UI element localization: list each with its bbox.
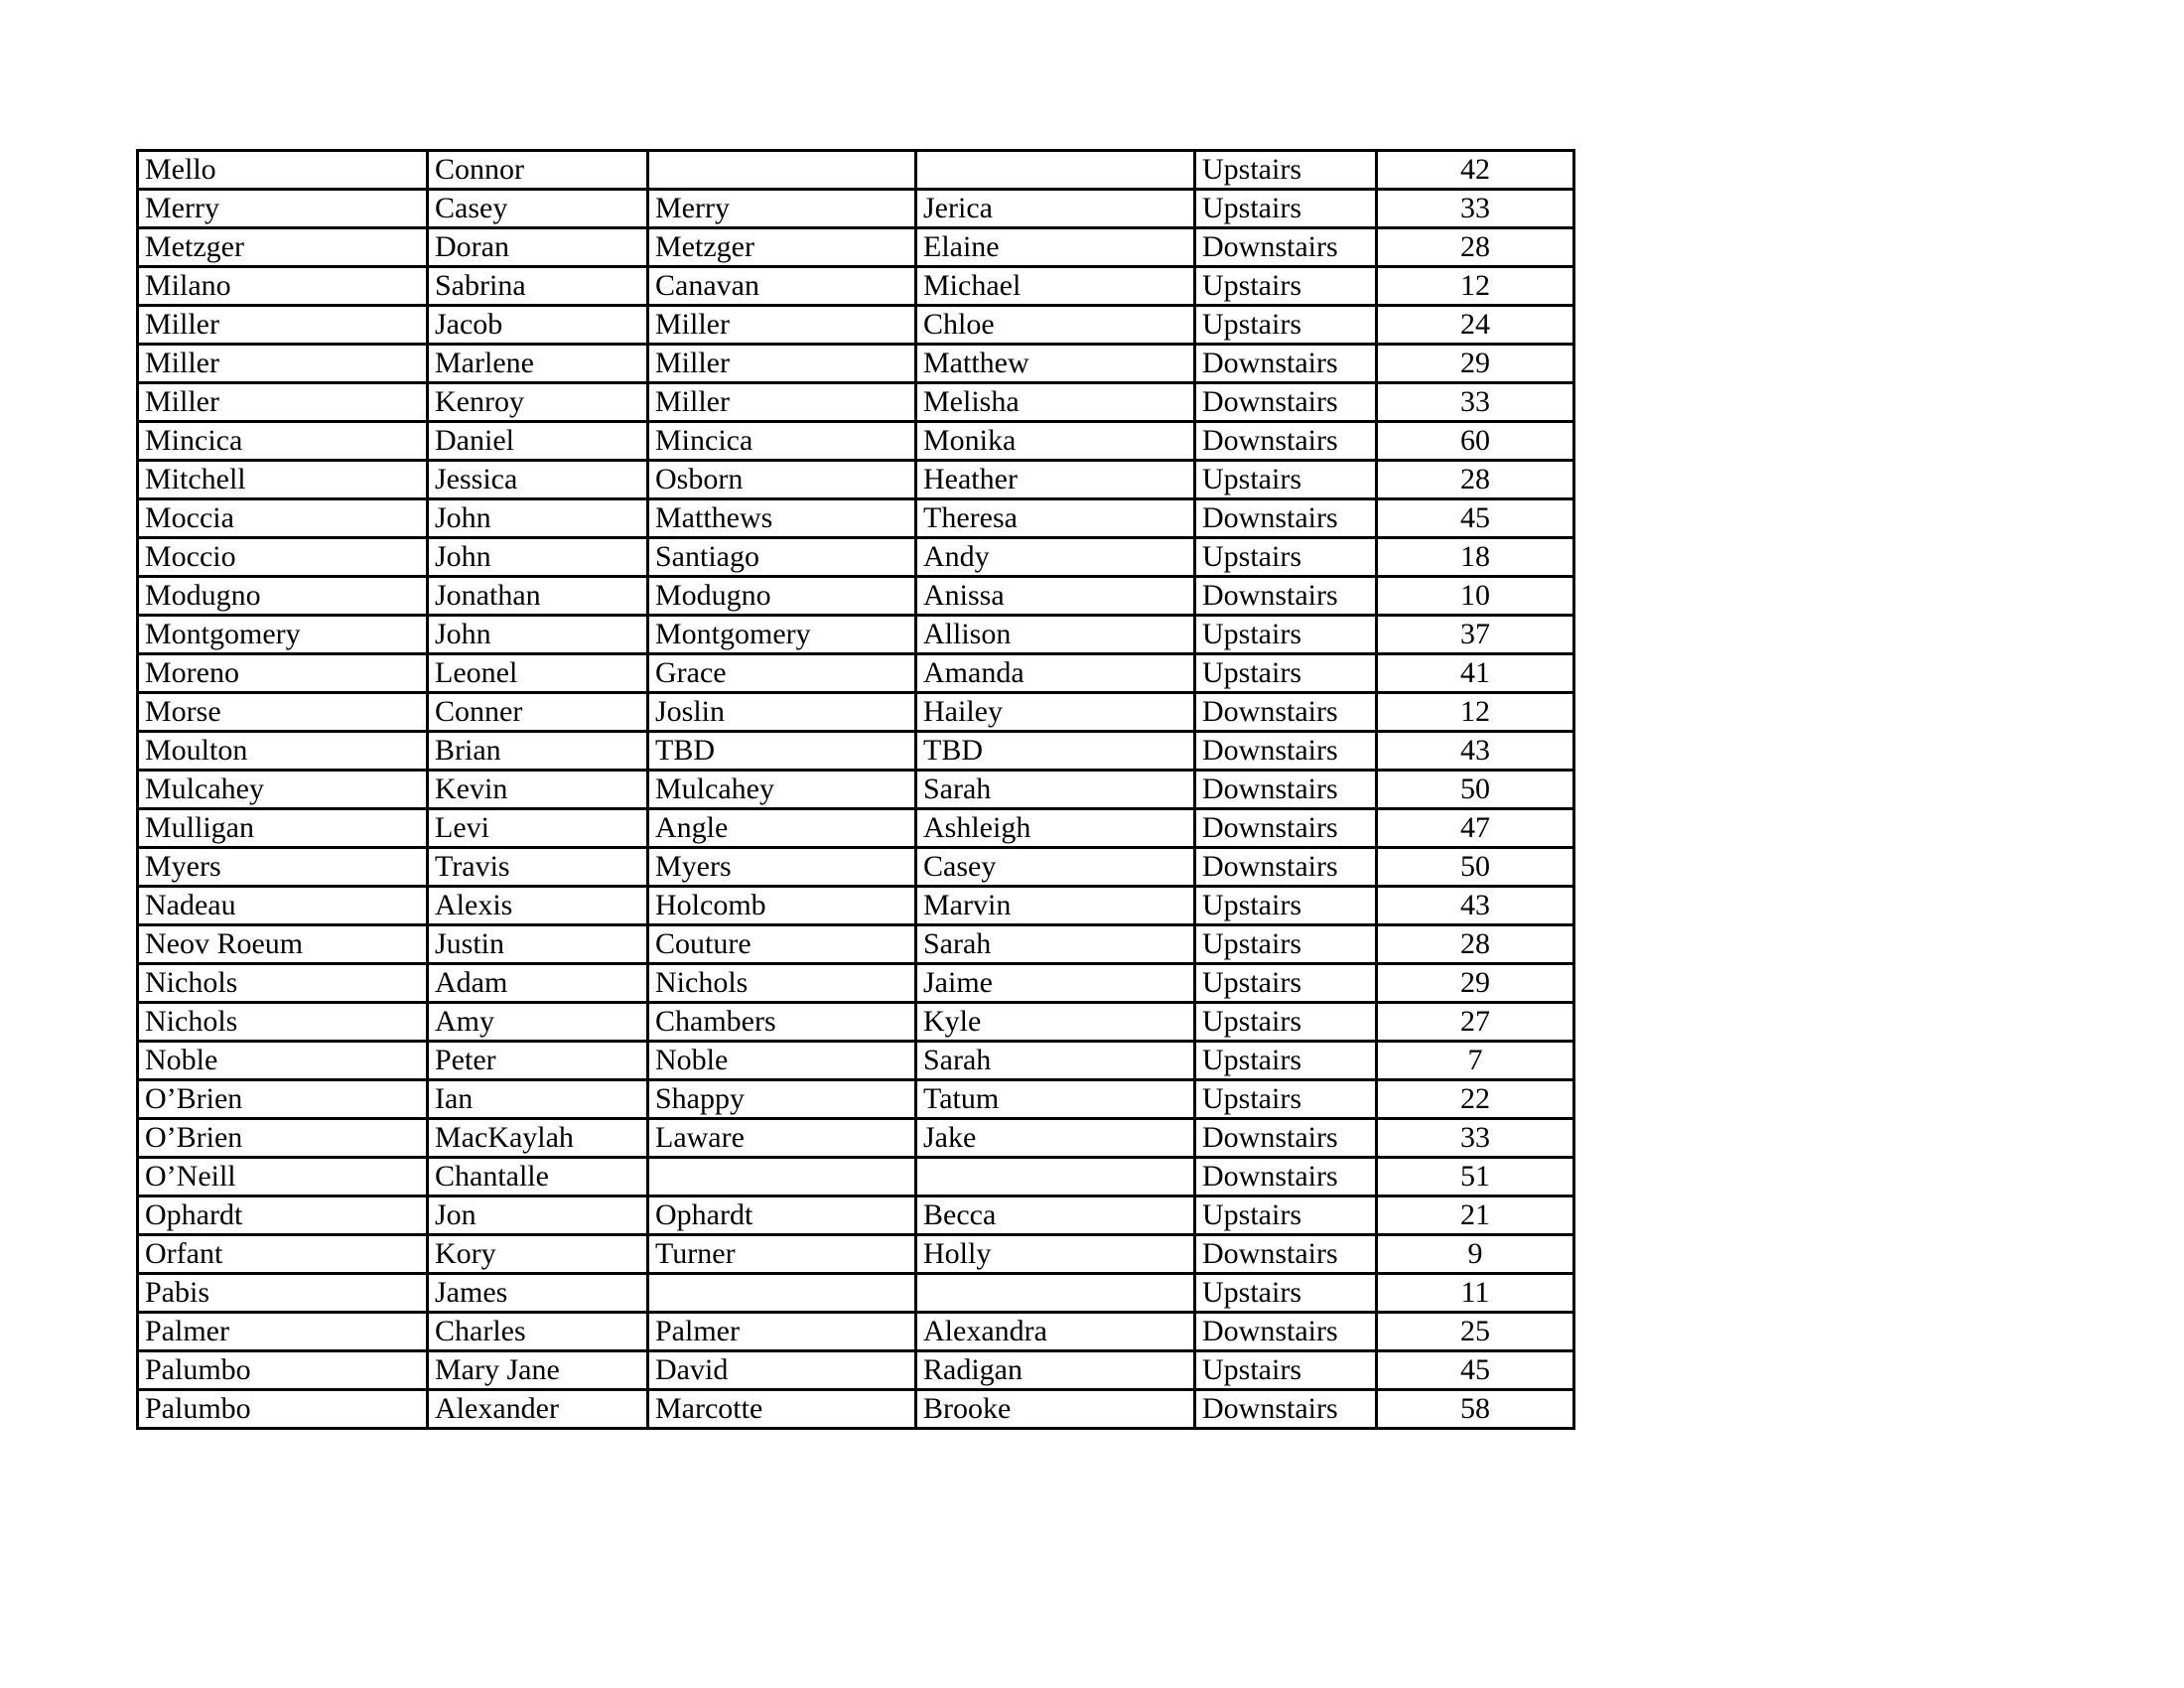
guest-last-name-cell: Palmer <box>648 1313 916 1351</box>
table-row <box>138 267 1574 306</box>
guest-last-name-cell: Modugno <box>648 577 916 616</box>
guest-first-name-cell: Anissa <box>916 577 1195 616</box>
last-name-cell: Moulton <box>138 732 428 771</box>
guest-first-name-cell: Alexandra <box>916 1313 1195 1351</box>
guest-last-name-cell: Miller <box>648 306 916 345</box>
location-cell: Downstairs <box>1195 499 1377 538</box>
table-row <box>138 538 1574 577</box>
table-row <box>138 693 1574 732</box>
table-number-cell: 22 <box>1377 1080 1574 1119</box>
location-cell: Downstairs <box>1195 345 1377 383</box>
table-number-cell: 50 <box>1377 771 1574 809</box>
last-name-cell: O’Brien <box>138 1119 428 1158</box>
table-row <box>138 1235 1574 1274</box>
table-row <box>138 1351 1574 1390</box>
guest-first-name-cell: Holly <box>916 1235 1195 1274</box>
first-name-cell: Alexis <box>428 887 648 925</box>
guest-first-name-cell: Heather <box>916 461 1195 499</box>
table-row <box>138 306 1574 345</box>
table-row <box>138 1080 1574 1119</box>
table-body <box>138 151 1574 1429</box>
guest-last-name-cell <box>648 1274 916 1313</box>
table-number-cell: 12 <box>1377 693 1574 732</box>
table-row <box>138 577 1574 616</box>
guest-last-name-cell: Merry <box>648 190 916 228</box>
guest-first-name-cell: Becca <box>916 1196 1195 1235</box>
guest-first-name-cell: Matthew <box>916 345 1195 383</box>
guest-last-name-cell: Angle <box>648 809 916 848</box>
table-row <box>138 887 1574 925</box>
location-cell: Downstairs <box>1195 848 1377 887</box>
last-name-cell: Mincica <box>138 422 428 461</box>
table-row <box>138 151 1574 190</box>
table-row <box>138 461 1574 499</box>
last-name-cell: Noble <box>138 1042 428 1080</box>
table-row <box>138 964 1574 1003</box>
first-name-cell: MacKaylah <box>428 1119 648 1158</box>
first-name-cell: Justin <box>428 925 648 964</box>
first-name-cell: Connor <box>428 151 648 190</box>
location-cell: Downstairs <box>1195 228 1377 267</box>
table-row <box>138 1196 1574 1235</box>
table-row <box>138 383 1574 422</box>
guest-last-name-cell: Miller <box>648 383 916 422</box>
first-name-cell: Daniel <box>428 422 648 461</box>
first-name-cell: Jacob <box>428 306 648 345</box>
location-cell: Upstairs <box>1195 1351 1377 1390</box>
table-row <box>138 1158 1574 1196</box>
guest-last-name-cell: Marcotte <box>648 1390 916 1429</box>
table-number-cell: 10 <box>1377 577 1574 616</box>
guest-last-name-cell: Holcomb <box>648 887 916 925</box>
first-name-cell: Ian <box>428 1080 648 1119</box>
guest-last-name-cell: Noble <box>648 1042 916 1080</box>
first-name-cell: Peter <box>428 1042 648 1080</box>
guest-last-name-cell: Santiago <box>648 538 916 577</box>
location-cell: Downstairs <box>1195 577 1377 616</box>
last-name-cell: Miller <box>138 345 428 383</box>
table-number-cell: 45 <box>1377 499 1574 538</box>
table-row <box>138 732 1574 771</box>
last-name-cell: Neov Roeum <box>138 925 428 964</box>
table-row <box>138 771 1574 809</box>
first-name-cell: John <box>428 616 648 654</box>
guest-first-name-cell: Sarah <box>916 925 1195 964</box>
first-name-cell: Charles <box>428 1313 648 1351</box>
last-name-cell: Merry <box>138 190 428 228</box>
last-name-cell: Metzger <box>138 228 428 267</box>
table-number-cell: 43 <box>1377 887 1574 925</box>
table-number-cell: 50 <box>1377 848 1574 887</box>
first-name-cell: Leonel <box>428 654 648 693</box>
first-name-cell: Kory <box>428 1235 648 1274</box>
location-cell: Downstairs <box>1195 1119 1377 1158</box>
table-number-cell: 27 <box>1377 1003 1574 1042</box>
guest-last-name-cell: Couture <box>648 925 916 964</box>
table-number-cell: 21 <box>1377 1196 1574 1235</box>
guest-first-name-cell: Sarah <box>916 771 1195 809</box>
table-number-cell: 28 <box>1377 228 1574 267</box>
location-cell: Upstairs <box>1195 616 1377 654</box>
last-name-cell: Morse <box>138 693 428 732</box>
table-number-cell: 25 <box>1377 1313 1574 1351</box>
table-number-cell: 33 <box>1377 190 1574 228</box>
table-row <box>138 925 1574 964</box>
first-name-cell: Sabrina <box>428 267 648 306</box>
first-name-cell: Casey <box>428 190 648 228</box>
location-cell: Upstairs <box>1195 306 1377 345</box>
last-name-cell: Myers <box>138 848 428 887</box>
table-number-cell: 18 <box>1377 538 1574 577</box>
table-number-cell: 51 <box>1377 1158 1574 1196</box>
guest-last-name-cell: Laware <box>648 1119 916 1158</box>
table-row <box>138 1390 1574 1429</box>
location-cell: Downstairs <box>1195 732 1377 771</box>
last-name-cell: Orfant <box>138 1235 428 1274</box>
guest-first-name-cell: Jerica <box>916 190 1195 228</box>
location-cell: Upstairs <box>1195 461 1377 499</box>
location-cell: Downstairs <box>1195 1313 1377 1351</box>
table-number-cell: 28 <box>1377 925 1574 964</box>
guest-last-name-cell: Metzger <box>648 228 916 267</box>
first-name-cell: Alexander <box>428 1390 648 1429</box>
location-cell: Upstairs <box>1195 925 1377 964</box>
guest-last-name-cell: David <box>648 1351 916 1390</box>
guest-first-name-cell <box>916 1158 1195 1196</box>
table-number-cell: 58 <box>1377 1390 1574 1429</box>
guest-last-name-cell: Chambers <box>648 1003 916 1042</box>
table-number-cell: 37 <box>1377 616 1574 654</box>
last-name-cell: Pabis <box>138 1274 428 1313</box>
last-name-cell: Mitchell <box>138 461 428 499</box>
last-name-cell: Mulcahey <box>138 771 428 809</box>
guest-last-name-cell: TBD <box>648 732 916 771</box>
location-cell: Upstairs <box>1195 1080 1377 1119</box>
guest-first-name-cell: Allison <box>916 616 1195 654</box>
location-cell: Downstairs <box>1195 1158 1377 1196</box>
guest-first-name-cell: Radigan <box>916 1351 1195 1390</box>
guest-last-name-cell: Osborn <box>648 461 916 499</box>
table-row <box>138 345 1574 383</box>
last-name-cell: Mello <box>138 151 428 190</box>
table-number-cell: 12 <box>1377 267 1574 306</box>
guest-first-name-cell: Monika <box>916 422 1195 461</box>
first-name-cell: Jon <box>428 1196 648 1235</box>
table-row <box>138 616 1574 654</box>
table-number-cell: 47 <box>1377 809 1574 848</box>
guest-last-name-cell: Mulcahey <box>648 771 916 809</box>
guest-first-name-cell: Brooke <box>916 1390 1195 1429</box>
guest-first-name-cell: Theresa <box>916 499 1195 538</box>
first-name-cell: Mary Jane <box>428 1351 648 1390</box>
table-row <box>138 1274 1574 1313</box>
first-name-cell: Adam <box>428 964 648 1003</box>
guest-first-name-cell: Chloe <box>916 306 1195 345</box>
location-cell: Upstairs <box>1195 654 1377 693</box>
guest-last-name-cell: Shappy <box>648 1080 916 1119</box>
last-name-cell: Miller <box>138 383 428 422</box>
guest-first-name-cell: Sarah <box>916 1042 1195 1080</box>
first-name-cell: Levi <box>428 809 648 848</box>
table-number-cell: 7 <box>1377 1042 1574 1080</box>
table-row <box>138 654 1574 693</box>
table-number-cell: 29 <box>1377 345 1574 383</box>
first-name-cell: Jonathan <box>428 577 648 616</box>
location-cell: Upstairs <box>1195 1196 1377 1235</box>
table-row <box>138 1313 1574 1351</box>
guest-last-name-cell: Miller <box>648 345 916 383</box>
location-cell: Downstairs <box>1195 1235 1377 1274</box>
guest-first-name-cell: Ashleigh <box>916 809 1195 848</box>
last-name-cell: Nichols <box>138 964 428 1003</box>
location-cell: Upstairs <box>1195 151 1377 190</box>
location-cell: Downstairs <box>1195 693 1377 732</box>
guest-last-name-cell: Turner <box>648 1235 916 1274</box>
last-name-cell: Palumbo <box>138 1390 428 1429</box>
last-name-cell: Ophardt <box>138 1196 428 1235</box>
guest-first-name-cell <box>916 151 1195 190</box>
last-name-cell: Palmer <box>138 1313 428 1351</box>
guest-first-name-cell: Hailey <box>916 693 1195 732</box>
table-number-cell: 29 <box>1377 964 1574 1003</box>
guest-last-name-cell: Grace <box>648 654 916 693</box>
first-name-cell: John <box>428 538 648 577</box>
table-number-cell: 60 <box>1377 422 1574 461</box>
first-name-cell: Amy <box>428 1003 648 1042</box>
table-number-cell: 28 <box>1377 461 1574 499</box>
first-name-cell: Brian <box>428 732 648 771</box>
guest-first-name-cell: Michael <box>916 267 1195 306</box>
guest-first-name-cell: Casey <box>916 848 1195 887</box>
location-cell: Downstairs <box>1195 383 1377 422</box>
first-name-cell: Doran <box>428 228 648 267</box>
location-cell: Downstairs <box>1195 1390 1377 1429</box>
table-row <box>138 809 1574 848</box>
guest-last-name-cell <box>648 1158 916 1196</box>
guest-first-name-cell: Elaine <box>916 228 1195 267</box>
location-cell: Downstairs <box>1195 422 1377 461</box>
guest-first-name-cell: Andy <box>916 538 1195 577</box>
first-name-cell: James <box>428 1274 648 1313</box>
location-cell: Upstairs <box>1195 1042 1377 1080</box>
first-name-cell: Conner <box>428 693 648 732</box>
first-name-cell: Chantalle <box>428 1158 648 1196</box>
last-name-cell: Nadeau <box>138 887 428 925</box>
table-number-cell: 9 <box>1377 1235 1574 1274</box>
table-row <box>138 1003 1574 1042</box>
guest-last-name-cell <box>648 151 916 190</box>
last-name-cell: O’Brien <box>138 1080 428 1119</box>
last-name-cell: O’Neill <box>138 1158 428 1196</box>
guest-first-name-cell: Tatum <box>916 1080 1195 1119</box>
location-cell: Upstairs <box>1195 538 1377 577</box>
first-name-cell: Kevin <box>428 771 648 809</box>
guest-first-name-cell: Kyle <box>916 1003 1195 1042</box>
guest-last-name-cell: Montgomery <box>648 616 916 654</box>
last-name-cell: Miller <box>138 306 428 345</box>
last-name-cell: Montgomery <box>138 616 428 654</box>
guest-first-name-cell: Melisha <box>916 383 1195 422</box>
guest-first-name-cell: Marvin <box>916 887 1195 925</box>
first-name-cell: Marlene <box>428 345 648 383</box>
last-name-cell: Milano <box>138 267 428 306</box>
first-name-cell: Travis <box>428 848 648 887</box>
last-name-cell: Modugno <box>138 577 428 616</box>
seating-table <box>136 149 1575 1430</box>
location-cell: Upstairs <box>1195 267 1377 306</box>
last-name-cell: Moreno <box>138 654 428 693</box>
table-row <box>138 190 1574 228</box>
last-name-cell: Palumbo <box>138 1351 428 1390</box>
location-cell: Upstairs <box>1195 1274 1377 1313</box>
location-cell: Upstairs <box>1195 964 1377 1003</box>
guest-last-name-cell: Nichols <box>648 964 916 1003</box>
location-cell: Upstairs <box>1195 190 1377 228</box>
last-name-cell: Mulligan <box>138 809 428 848</box>
location-cell: Downstairs <box>1195 771 1377 809</box>
guest-first-name-cell: Amanda <box>916 654 1195 693</box>
table-row <box>138 228 1574 267</box>
table-number-cell: 33 <box>1377 1119 1574 1158</box>
location-cell: Upstairs <box>1195 887 1377 925</box>
last-name-cell: Moccio <box>138 538 428 577</box>
first-name-cell: Kenroy <box>428 383 648 422</box>
guest-last-name-cell: Canavan <box>648 267 916 306</box>
table-row <box>138 499 1574 538</box>
table-number-cell: 41 <box>1377 654 1574 693</box>
table-row <box>138 1042 1574 1080</box>
first-name-cell: Jessica <box>428 461 648 499</box>
guest-last-name-cell: Ophardt <box>648 1196 916 1235</box>
table-number-cell: 42 <box>1377 151 1574 190</box>
guest-last-name-cell: Matthews <box>648 499 916 538</box>
guest-first-name-cell: Jake <box>916 1119 1195 1158</box>
guest-first-name-cell <box>916 1274 1195 1313</box>
guest-first-name-cell: TBD <box>916 732 1195 771</box>
location-cell: Upstairs <box>1195 1003 1377 1042</box>
last-name-cell: Nichols <box>138 1003 428 1042</box>
table-number-cell: 24 <box>1377 306 1574 345</box>
table-number-cell: 33 <box>1377 383 1574 422</box>
guest-first-name-cell: Jaime <box>916 964 1195 1003</box>
table-number-cell: 45 <box>1377 1351 1574 1390</box>
table-row <box>138 1119 1574 1158</box>
guest-last-name-cell: Myers <box>648 848 916 887</box>
table-row <box>138 422 1574 461</box>
guest-last-name-cell: Joslin <box>648 693 916 732</box>
first-name-cell: John <box>428 499 648 538</box>
guest-last-name-cell: Mincica <box>648 422 916 461</box>
location-cell: Downstairs <box>1195 809 1377 848</box>
table-number-cell: 11 <box>1377 1274 1574 1313</box>
last-name-cell: Moccia <box>138 499 428 538</box>
table-row <box>138 848 1574 887</box>
table-number-cell: 43 <box>1377 732 1574 771</box>
